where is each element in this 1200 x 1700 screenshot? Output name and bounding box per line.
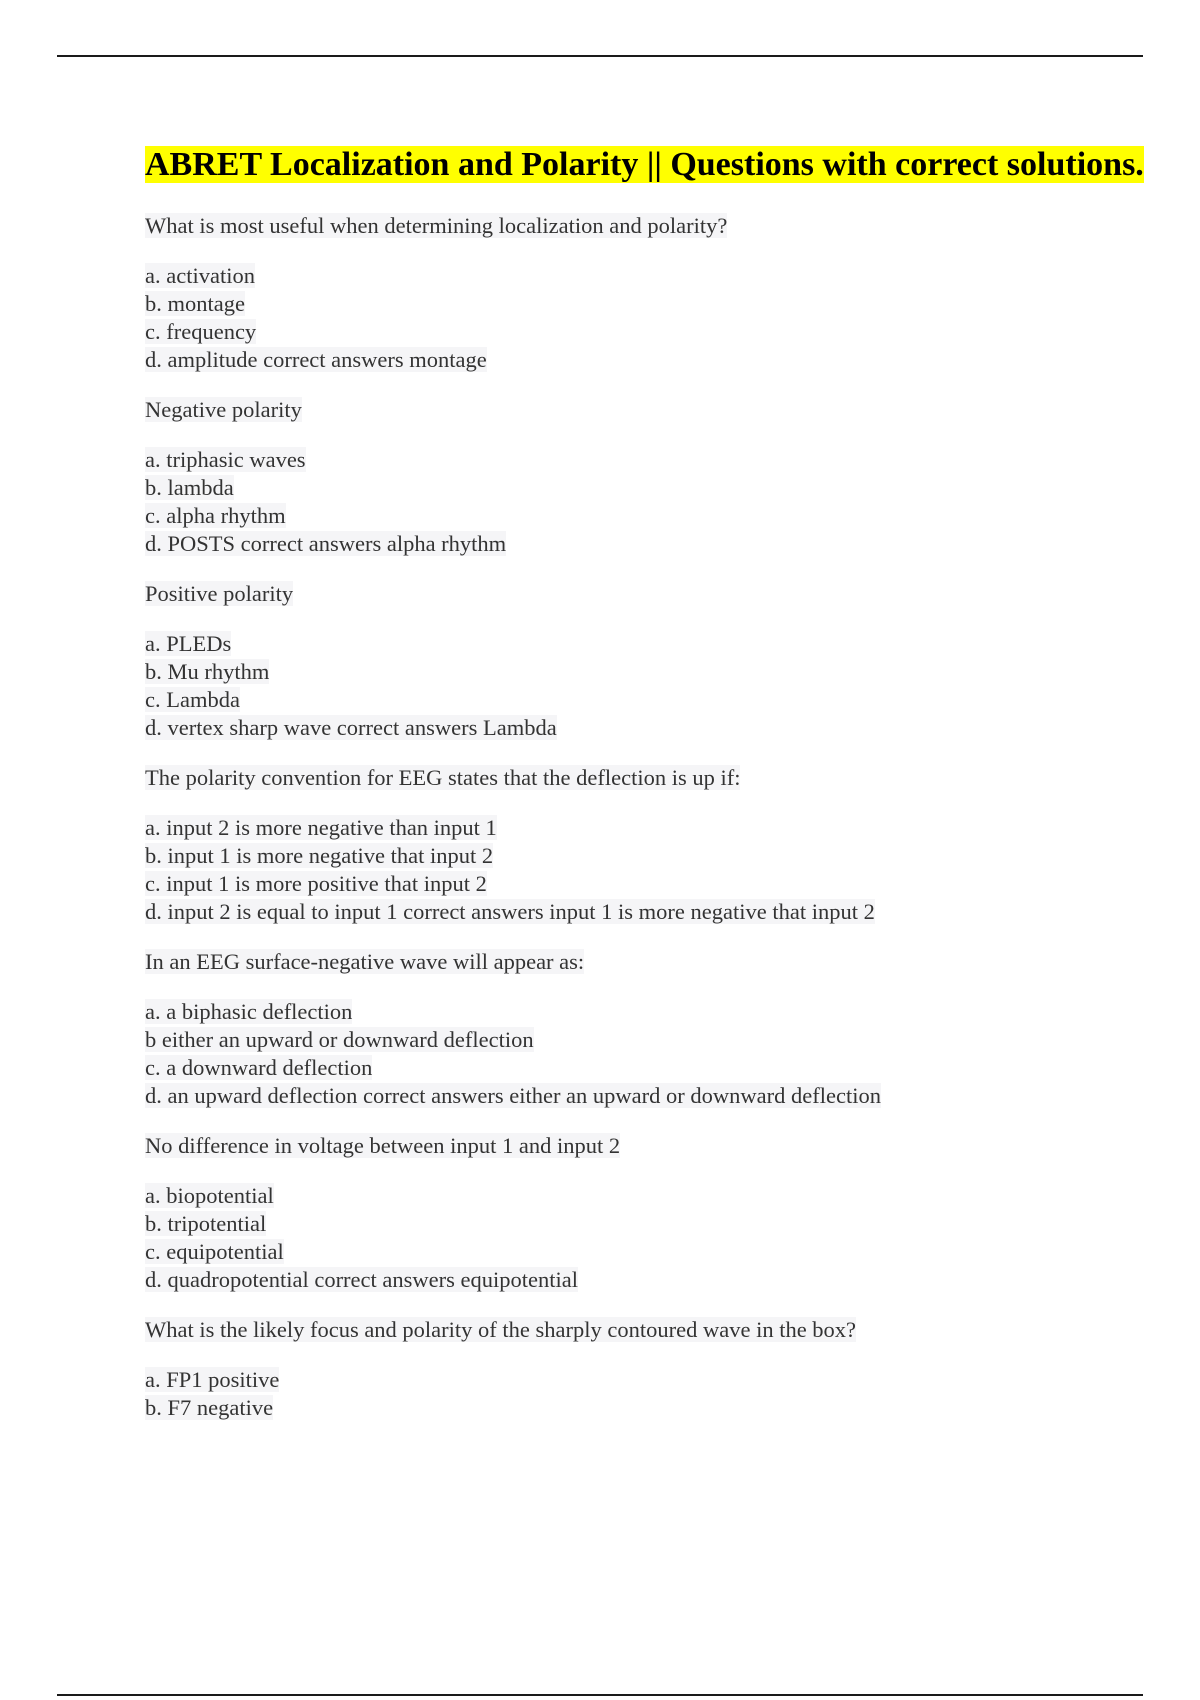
answer-option: d. input 2 is equal to input 1 correct answers input 1 is more negative that input 2 (145, 899, 875, 924)
bottom-rule (57, 1694, 1143, 1696)
question-text: Positive polarity (145, 581, 294, 606)
answer-options (145, 1366, 1145, 1422)
question-text: What is the likely focus and polarity of the sharply contoured wave in the box? (145, 1317, 857, 1342)
answer-option: c. a downward deflection (145, 1055, 373, 1080)
question-text: Negative polarity (145, 397, 302, 422)
answer-option: c. equipotential (145, 1239, 284, 1264)
answer-option: c. input 1 is more positive that input 2 (145, 871, 487, 896)
answer-option: a. a biphasic deflection (145, 999, 353, 1024)
answer-option: b. input 1 is more negative that input 2 (145, 843, 494, 868)
answer-option: b. tripotential (145, 1211, 267, 1236)
answer-option: b. montage (145, 291, 245, 316)
answer-option: a. triphasic waves (145, 447, 306, 472)
answer-option: d. quadropotential correct answers equipotential (145, 1267, 578, 1292)
answer-option: b. F7 negative (145, 1395, 274, 1420)
answer-option: c. alpha rhythm (145, 503, 286, 528)
answer-option: a. biopotential (145, 1183, 274, 1208)
answer-option: d. an upward deflection correct answers either an upward or downward deflection (145, 1083, 881, 1108)
answer-option: d. amplitude correct answers montage (145, 347, 487, 372)
question-text: In an EEG surface-negative wave will appear as: (145, 949, 585, 974)
document-title: ABRET Localization and Polarity || Questions with correct solutions. (145, 146, 1144, 183)
question-text: What is most useful when determining localization and polarity? (145, 213, 728, 238)
question-block (145, 1132, 1145, 1294)
answer-option: d. POSTS correct answers alpha rhythm (145, 531, 507, 556)
question-text: The polarity convention for EEG states that the deflection is up if: (145, 765, 741, 790)
answer-options (145, 630, 1145, 742)
question-block (145, 396, 1145, 558)
top-rule (57, 55, 1143, 57)
answer-option: b. Mu rhythm (145, 659, 270, 684)
question-block (145, 1316, 1145, 1422)
answer-options (145, 1182, 1145, 1294)
answer-options (145, 814, 1145, 926)
answer-option: c. frequency (145, 319, 257, 344)
question-block (145, 580, 1145, 742)
answer-option: a. PLEDs (145, 631, 232, 656)
question-list (145, 212, 1145, 1422)
question-text: No difference in voltage between input 1 and input 2 (145, 1133, 621, 1158)
answer-options (145, 262, 1145, 374)
answer-option: c. Lambda (145, 687, 240, 712)
answer-option: a. FP1 positive (145, 1367, 280, 1392)
question-block (145, 212, 1145, 374)
answer-option: b. lambda (145, 475, 234, 500)
answer-option: d. vertex sharp wave correct answers Lambda (145, 715, 557, 740)
answer-option: a. input 2 is more negative than input 1 (145, 815, 497, 840)
answer-options (145, 446, 1145, 558)
question-block (145, 764, 1145, 926)
answer-option: b either an upward or downward deflection (145, 1027, 534, 1052)
document-body (145, 144, 1145, 1444)
question-block (145, 948, 1145, 1110)
answer-options (145, 998, 1145, 1110)
answer-option: a. activation (145, 263, 255, 288)
